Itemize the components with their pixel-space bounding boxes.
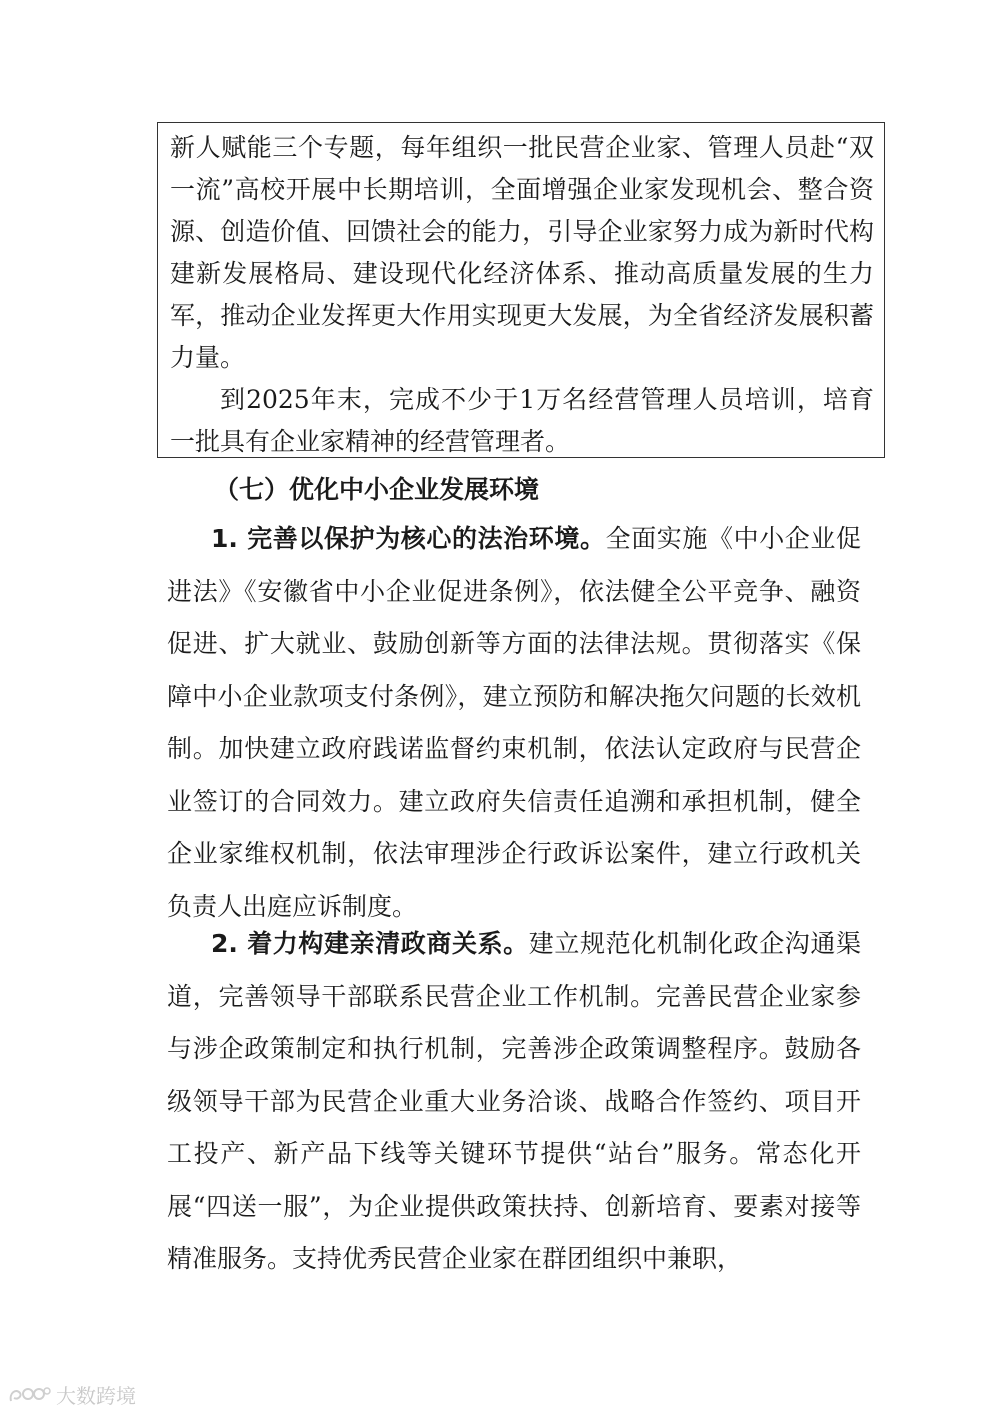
box-paragraph: 新人赋能三个专题，每年组织一批民营企业家、管理人员赴“双一流”高校开展中长期培训，全面增强企业家发现机会、整合资源、创造价值、回馈社会的能力，引导企业家努力成为新时代构建新发展格局、建设现代化经济体系、推动高质量发展的生力军，推动企业发挥更大作用实现更大发展，为全省经济发展积蓄力量。 xyxy=(170,133,874,372)
body-paragraph xyxy=(167,918,861,1286)
watermark xyxy=(8,1380,136,1409)
paragraph-lead: 2. 着力构建亲清政商关系。 xyxy=(211,929,529,958)
boxed-text-panel xyxy=(157,122,885,458)
section-heading: （七）优化中小企业发展环境 xyxy=(214,475,540,504)
paragraph-lead: 1. 完善以保护为核心的法治环境。 xyxy=(211,524,606,553)
paragraph-body: 建立规范化机制化政企沟通渠道，完善领导干部联系民营企业工作机制。完善民营企业家参与涉企政策制定和执行机制，完善涉企政策调整程序。鼓励各级领导干部为民营企业重大业务洽谈、战略合作签约、项目开工投产、新产品下线等关键环节提供“站台”服务。常态化开展“四送一服”，为企业提供政策扶持、创新培育、要素对接等精准服务。支持优秀民营企业家在群团组织中兼职， xyxy=(167,929,861,1273)
watermark-text: 大数跨境 xyxy=(56,1384,136,1408)
paragraph-body: 全面实施《中小企业促进法》《安徽省中小企业促进条例》，依法健全公平竞争、融资促进、扩大就业、鼓励创新等方面的法律法规。贯彻落实《保障中小企业款项支付条例》，建立预防和解决拖欠问题的长效机制。加快建立政府践诺监督约束机制，依法认定政府与民营企业签订的合同效力。建立政府失信责任追溯和承担机制，健全企业家维权机制，依法审理涉企行政诉讼案件，建立行政机关负责人出庭应诉制度。 xyxy=(167,524,861,921)
brand-logo-icon xyxy=(8,1385,52,1405)
box-paragraph: 到2025年末，完成不少于1万名经营管理人员培训，培育一批具有企业家精神的经营管理者。 xyxy=(170,385,874,456)
body-paragraph xyxy=(167,513,861,933)
